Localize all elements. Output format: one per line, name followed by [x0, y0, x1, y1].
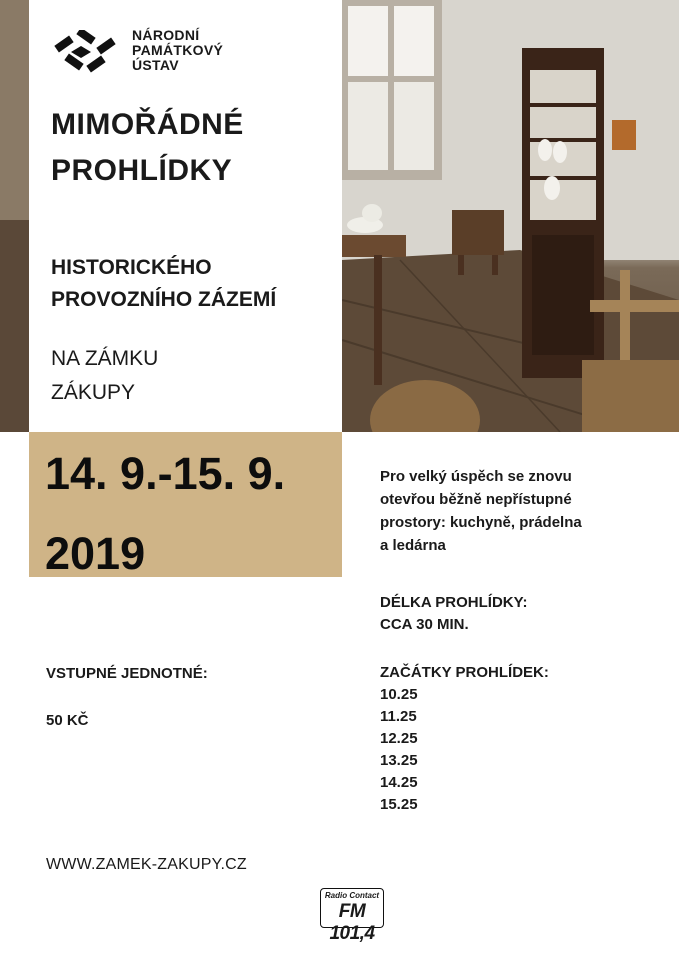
event-place [51, 342, 158, 410]
description-line: prostory: kuchyně, prádelna [380, 514, 582, 531]
start-time: 13.25 [380, 752, 418, 769]
website-link[interactable]: WWW.ZAMEK-ZAKUPY.CZ [46, 856, 247, 873]
event-subtitle [51, 252, 276, 316]
event-place-line: ZÁKUPY [51, 381, 136, 404]
radio-name: Radio Contact [324, 891, 380, 900]
event-subtitle-line: PROVOZNÍHO ZÁZEMÍ [51, 288, 277, 311]
start-time: 15.25 [380, 796, 418, 813]
npu-logo-icon [51, 30, 123, 78]
radio-frequency: FM 101,4 [329, 901, 375, 944]
description-line: Pro velký úspěch se znovu [380, 468, 572, 485]
institution-name-line: NÁRODNÍ [132, 27, 200, 43]
tour-duration [380, 592, 528, 636]
tour-start-times [380, 662, 549, 816]
start-times-label: ZAČÁTKY PROHLÍDEK: [380, 664, 549, 681]
start-time: 11.25 [380, 708, 417, 725]
radio-contact-logo [320, 888, 384, 944]
event-description [380, 465, 660, 557]
event-date-year: 2019 [45, 528, 146, 579]
start-time: 10.25 [380, 686, 418, 703]
duration-value: CCA 30 MIN. [380, 616, 469, 633]
start-time: 12.25 [380, 730, 418, 747]
admission-label: VSTUPNÉ JEDNOTNÉ: [46, 665, 208, 682]
admission-price: 50 KČ [46, 712, 89, 729]
date-band [29, 432, 342, 577]
event-date-range: 14. 9.-15. 9. [45, 448, 286, 499]
title-panel [29, 0, 342, 432]
event-subtitle-line: HISTORICKÉHO [51, 256, 212, 279]
description-line: a ledárna [380, 537, 446, 554]
institution-name-line: ÚSTAV [132, 57, 179, 73]
event-title-line: MIMOŘÁDNÉ [51, 108, 244, 141]
event-title-line: PROHLÍDKY [51, 154, 233, 187]
duration-label: DÉLKA PROHLÍDKY: [380, 594, 528, 611]
event-place-line: NA ZÁMKU [51, 347, 159, 370]
event-title [51, 102, 244, 194]
event-date [45, 444, 345, 584]
institution-name [132, 28, 223, 73]
description-line: otevřou běžně nepřístupné [380, 491, 572, 508]
start-time: 14.25 [380, 774, 418, 791]
institution-name-line: PAMÁTKOVÝ [132, 42, 224, 58]
